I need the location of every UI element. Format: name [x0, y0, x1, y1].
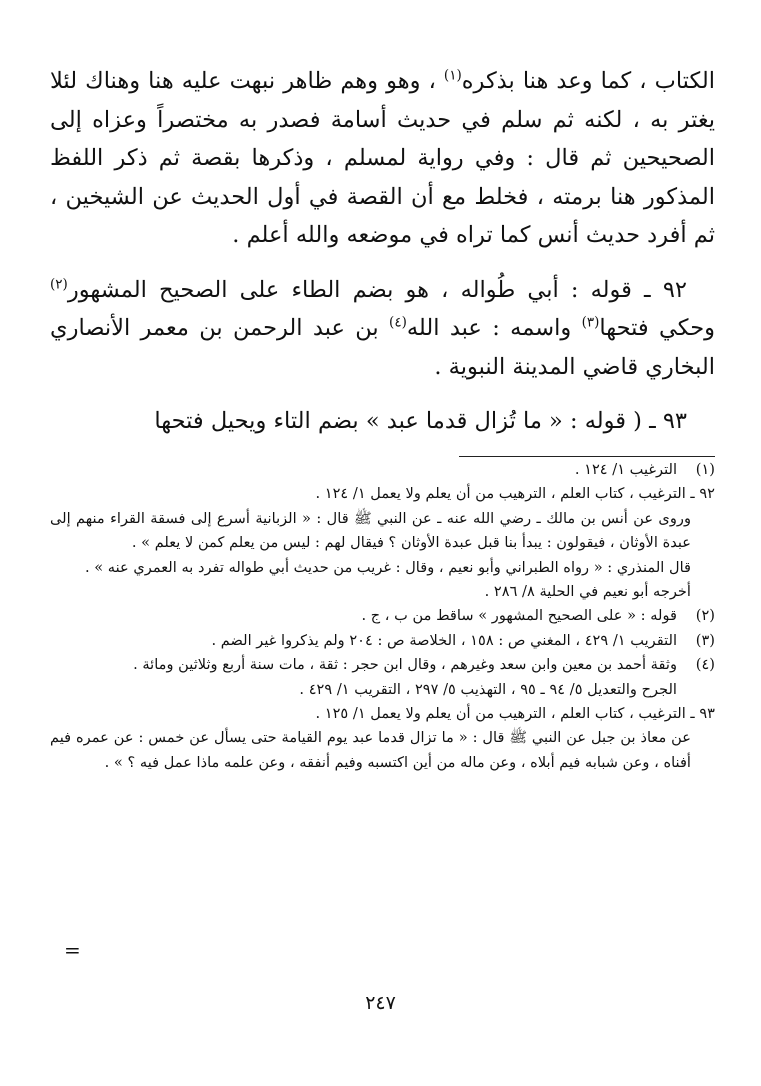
footnote-ref-2: (٢) [50, 276, 68, 292]
footnote-3: (٣)التقريب ١/ ٤٢٩ ، المغني ص : ١٥٨ ، الخلاصة ص : ٢٠٤ ولم يذكروا غير الضم . [211, 631, 715, 649]
footnote-ref-3: (٣) [581, 314, 600, 331]
page-number: ٢٤٧ [365, 992, 396, 1014]
note-92-text: وروى عن أنس بن مالك ـ رضي الله عنه ـ عن النبي ﷺ قال : « الزبانية أسرع إلى فسقة القراء منهم إلى عبدة الأوثان ، فيقولون : يبدأ بنا قبل عبدة الأوثان ؟ فيقال لهم : ليس من يعلم كمن لا يعلم » . [50, 509, 691, 552]
footnote-1: (١)الترغيب ١/ ١٢٤ . [574, 461, 715, 478]
footnote-ref-4: (٤) [389, 314, 407, 331]
footnotes [50, 458, 715, 775]
paragraph-92: ٩٢ ـ قوله : أبي طُواله ، هو بضم الطاء على الصحيح المشهور$^{(٢)}$ وحكي فتحها$^{(٣)}$ واسمه : عبد الله$^{(٤)}$ بن عبد الرحمن بن معمر الأنصاري البخاري قاضي المدينة النبوية . [50, 276, 715, 380]
note-92-hilya: أخرجه أبو نعيم في الحلية ٨/ ٢٨٦ . [484, 583, 691, 601]
footnote-4-refs: الجرح والتعديل ٥/ ٩٤ ـ ٩٥ ، التهذيب ٥/ ٢٩٧ ، التقريب ١/ ٤٢٩ . [299, 680, 677, 698]
note-93-text: عن معاذ بن جبل عن النبي ﷺ قال : « ما تزال قدما عبد يوم القيامة حتى يسأل عن خمس : عن عمره فيم أفناه ، وعن شبابه فيم أبلاه ، وعن ماله من أين اكتسبه وفيم أنفقه ، وعن علمه ماذا عمل فيه ؟ » . [50, 729, 691, 771]
note-93-title: ٩٣ ـ الترغيب ، كتاب العلم ، الترهيب من أن يعلم ولا يعمل ١/ ١٢٥ . [315, 705, 715, 723]
footnote-divider [459, 456, 715, 457]
footnote-4: (٤)وثقة أحمد بن معين وابن سعد وغيرهم ، وقال ابن حجر : ثقة ، مات سنة أربع وثلاثين ومائة . [133, 656, 715, 674]
note-92-mundhiri: قال المنذري : « رواه الطبراني وأبو نعيم ، وقال : غريب من حديث أبي طواله تفرد به العمري عنه » . [84, 558, 691, 576]
note-92-title: ٩٢ ـ الترغيب ، كتاب العلم ، الترهيب من أن يعلم ولا يعمل ١/ ١٢٤ . [315, 485, 715, 503]
footnote-2: (٢)قوله : « على الصحيح المشهور » ساقط من ب ، ج . [361, 607, 715, 625]
paragraph-93: ٩٣ ـ ( قوله : « ما تُزال قدما عبد » بضم التاء ويحيل فتحها [154, 408, 687, 434]
paragraph-1: الكتاب ، كما وعد هنا بذكره$^{(١)}$ ، وهو وهم ظاهر نبهت عليه هنا وهناك لئلا يغتر به ، لكنه ثم سلم في حديث أسامة فصدر به مختصراً وعزاه إلى الصحيحين ثم قال : وفي رواية لمسلم ، وذكرها بقصة ثم ذكر اللفظ المذكور هنا برمته ، فخلط مع أن القصة في أول الحديث عن الشيخين ، ثم أفرد حديث أنس كما تراه في موضعه والله أعلم . [50, 67, 715, 248]
continuation-mark: = [64, 938, 81, 962]
footnote-ref-1: (١) [443, 67, 462, 84]
main-text [50, 62, 715, 441]
